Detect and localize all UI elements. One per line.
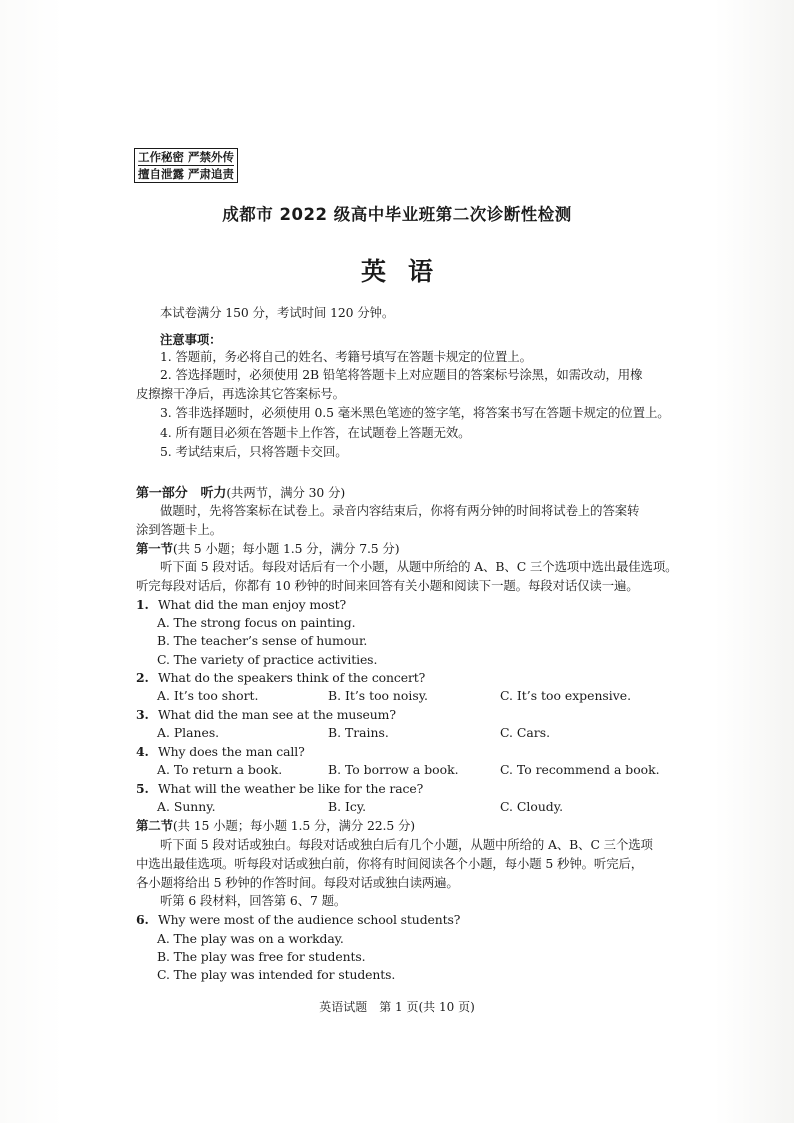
question-6-text: Why were most of the audience school students? [158,912,461,927]
q6-option-b: B. The play was free for students. [157,949,366,964]
section2-heading-note: (共 15 小题；每小题 1.5 分，满分 22.5 分) [172,818,416,833]
section1-instruction-b: 听完每段对话后，你都有 10 秒钟的时间来回答有关小题和阅读下一题。每段对话仅读一遍。 [136,578,639,593]
q2-option-a: A. It’s too short. [157,688,259,703]
section1-heading: 第一节 [136,541,173,556]
part1-heading-row [136,484,676,503]
q1-option-a: A. The strong focus on painting. [157,615,356,630]
q2-option-c: C. It’s too expensive. [500,688,632,703]
q5-option-b: B. Icy. [328,799,367,814]
q4-option-b: B. To borrow a book. [328,762,459,777]
notice-line-2: 擅自泄露 严肃追责 [138,167,235,181]
note-item-1: 1. 答题前，务必将自己的姓名、考籍号填写在答题卡规定的位置上。 [160,349,532,364]
question-2-number: 2. [136,670,149,685]
section2-material-note: 听第 6 段材料，回答第 6、7 题。 [160,893,347,908]
confidentiality-notice [134,148,238,183]
note-item-5: 5. 考试结束后，只将答题卡交回。 [160,444,348,459]
page-footer: 英语试题 第 1 页(共 10 页) [319,1000,475,1014]
exam-title: 成都市 2022 级高中毕业班第二次诊断性检测 [222,205,572,224]
q3-option-a: A. Planes. [157,725,220,740]
note-item-4: 4. 所有题目必须在答题卡上作答，在试题卷上答题无效。 [160,425,471,440]
section2-heading: 第二节 [136,818,173,833]
q1-option-b: B. The teacher’s sense of humour. [157,633,368,648]
part1-instruction-b: 涂到答题卡上。 [136,522,223,537]
question-3 [136,706,676,724]
section2-instruction-a: 听下面 5 段对话或独白。每段对话或独白后有几个小题，从题中所给的 A、B、C 三个选项 [160,837,653,852]
section1-heading-note: (共 5 小题；每小题 1.5 分，满分 7.5 分) [172,541,400,556]
note-item-2a: 2. 答选择题时，必须使用 2B 铅笔将答题卡上对应题目的答案标号涂黑，如需改动，用橡 [160,367,643,382]
question-4-text: Why does the man call? [158,744,305,759]
question-4-number: 4. [136,744,149,759]
q3-option-c: C. Cars. [500,725,551,740]
question-2-text: What do the speakers think of the concert? [158,670,426,685]
q6-option-c: C. The play was intended for students. [157,967,396,982]
subject-title: 英语 [360,257,455,286]
q6-option-a: A. The play was on a workday. [157,931,344,946]
notes-heading: 注意事项： [160,332,222,347]
question-5 [136,780,676,798]
section1-heading-row [136,540,676,558]
q3-option-b: B. Trains. [328,725,389,740]
q1-option-c: C. The variety of practice activities. [157,652,378,667]
question-5-number: 5. [136,781,149,796]
q4-option-c: C. To recommend a book. [500,762,660,777]
question-6 [136,911,676,929]
q2-option-b: B. It’s too noisy. [328,688,428,703]
note-item-3: 3. 答非选择题时，必须使用 0.5 毫米黑色笔迹的签字笔，将答案书写在答题卡规定的位置上。 [160,405,670,420]
question-4 [136,743,676,761]
q5-option-c: C. Cloudy. [500,799,564,814]
section2-instruction-b: 中选出最佳选项。听每段对话或独白前，你将有时间阅读各个小题，每小题 5 秒钟。听完后， [136,856,644,871]
question-5-text: What will the weather be like for the race? [158,781,424,796]
section2-instruction-c: 各小题将给出 5 秒钟的作答时间。每段对话或独白读两遍。 [136,875,459,890]
question-1 [136,596,676,614]
q5-option-a: A. Sunny. [157,799,216,814]
notice-line-1: 工作秘密 严禁外传 [138,150,235,164]
question-3-text: What did the man see at the museum? [158,707,396,722]
section1-instruction-a: 听下面 5 段对话。每段对话后有一个小题，从题中所给的 A、B、C 三个选项中选出最佳选项。 [160,559,678,574]
question-1-text: What did the man enjoy most? [158,597,347,612]
part1-heading-note: (共两节，满分 30 分) [226,485,346,500]
intro-text: 本试卷满分 150 分，考试时间 120 分钟。 [160,305,395,320]
question-3-number: 3. [136,707,149,722]
note-item-2b: 皮擦擦干净后，再选涂其它答案标号。 [136,386,345,401]
question-6-number: 6. [136,912,149,927]
part1-instruction-a: 做题时，先将答案标在试卷上。录音内容结束后，你将有两分钟的时间将试卷上的答案转 [160,503,640,518]
question-2 [136,669,676,687]
section2-heading-row [136,817,676,835]
part1-heading: 第一部分 听力 [136,486,227,501]
question-1-number: 1. [136,597,149,612]
q4-option-a: A. To return a book. [157,762,283,777]
